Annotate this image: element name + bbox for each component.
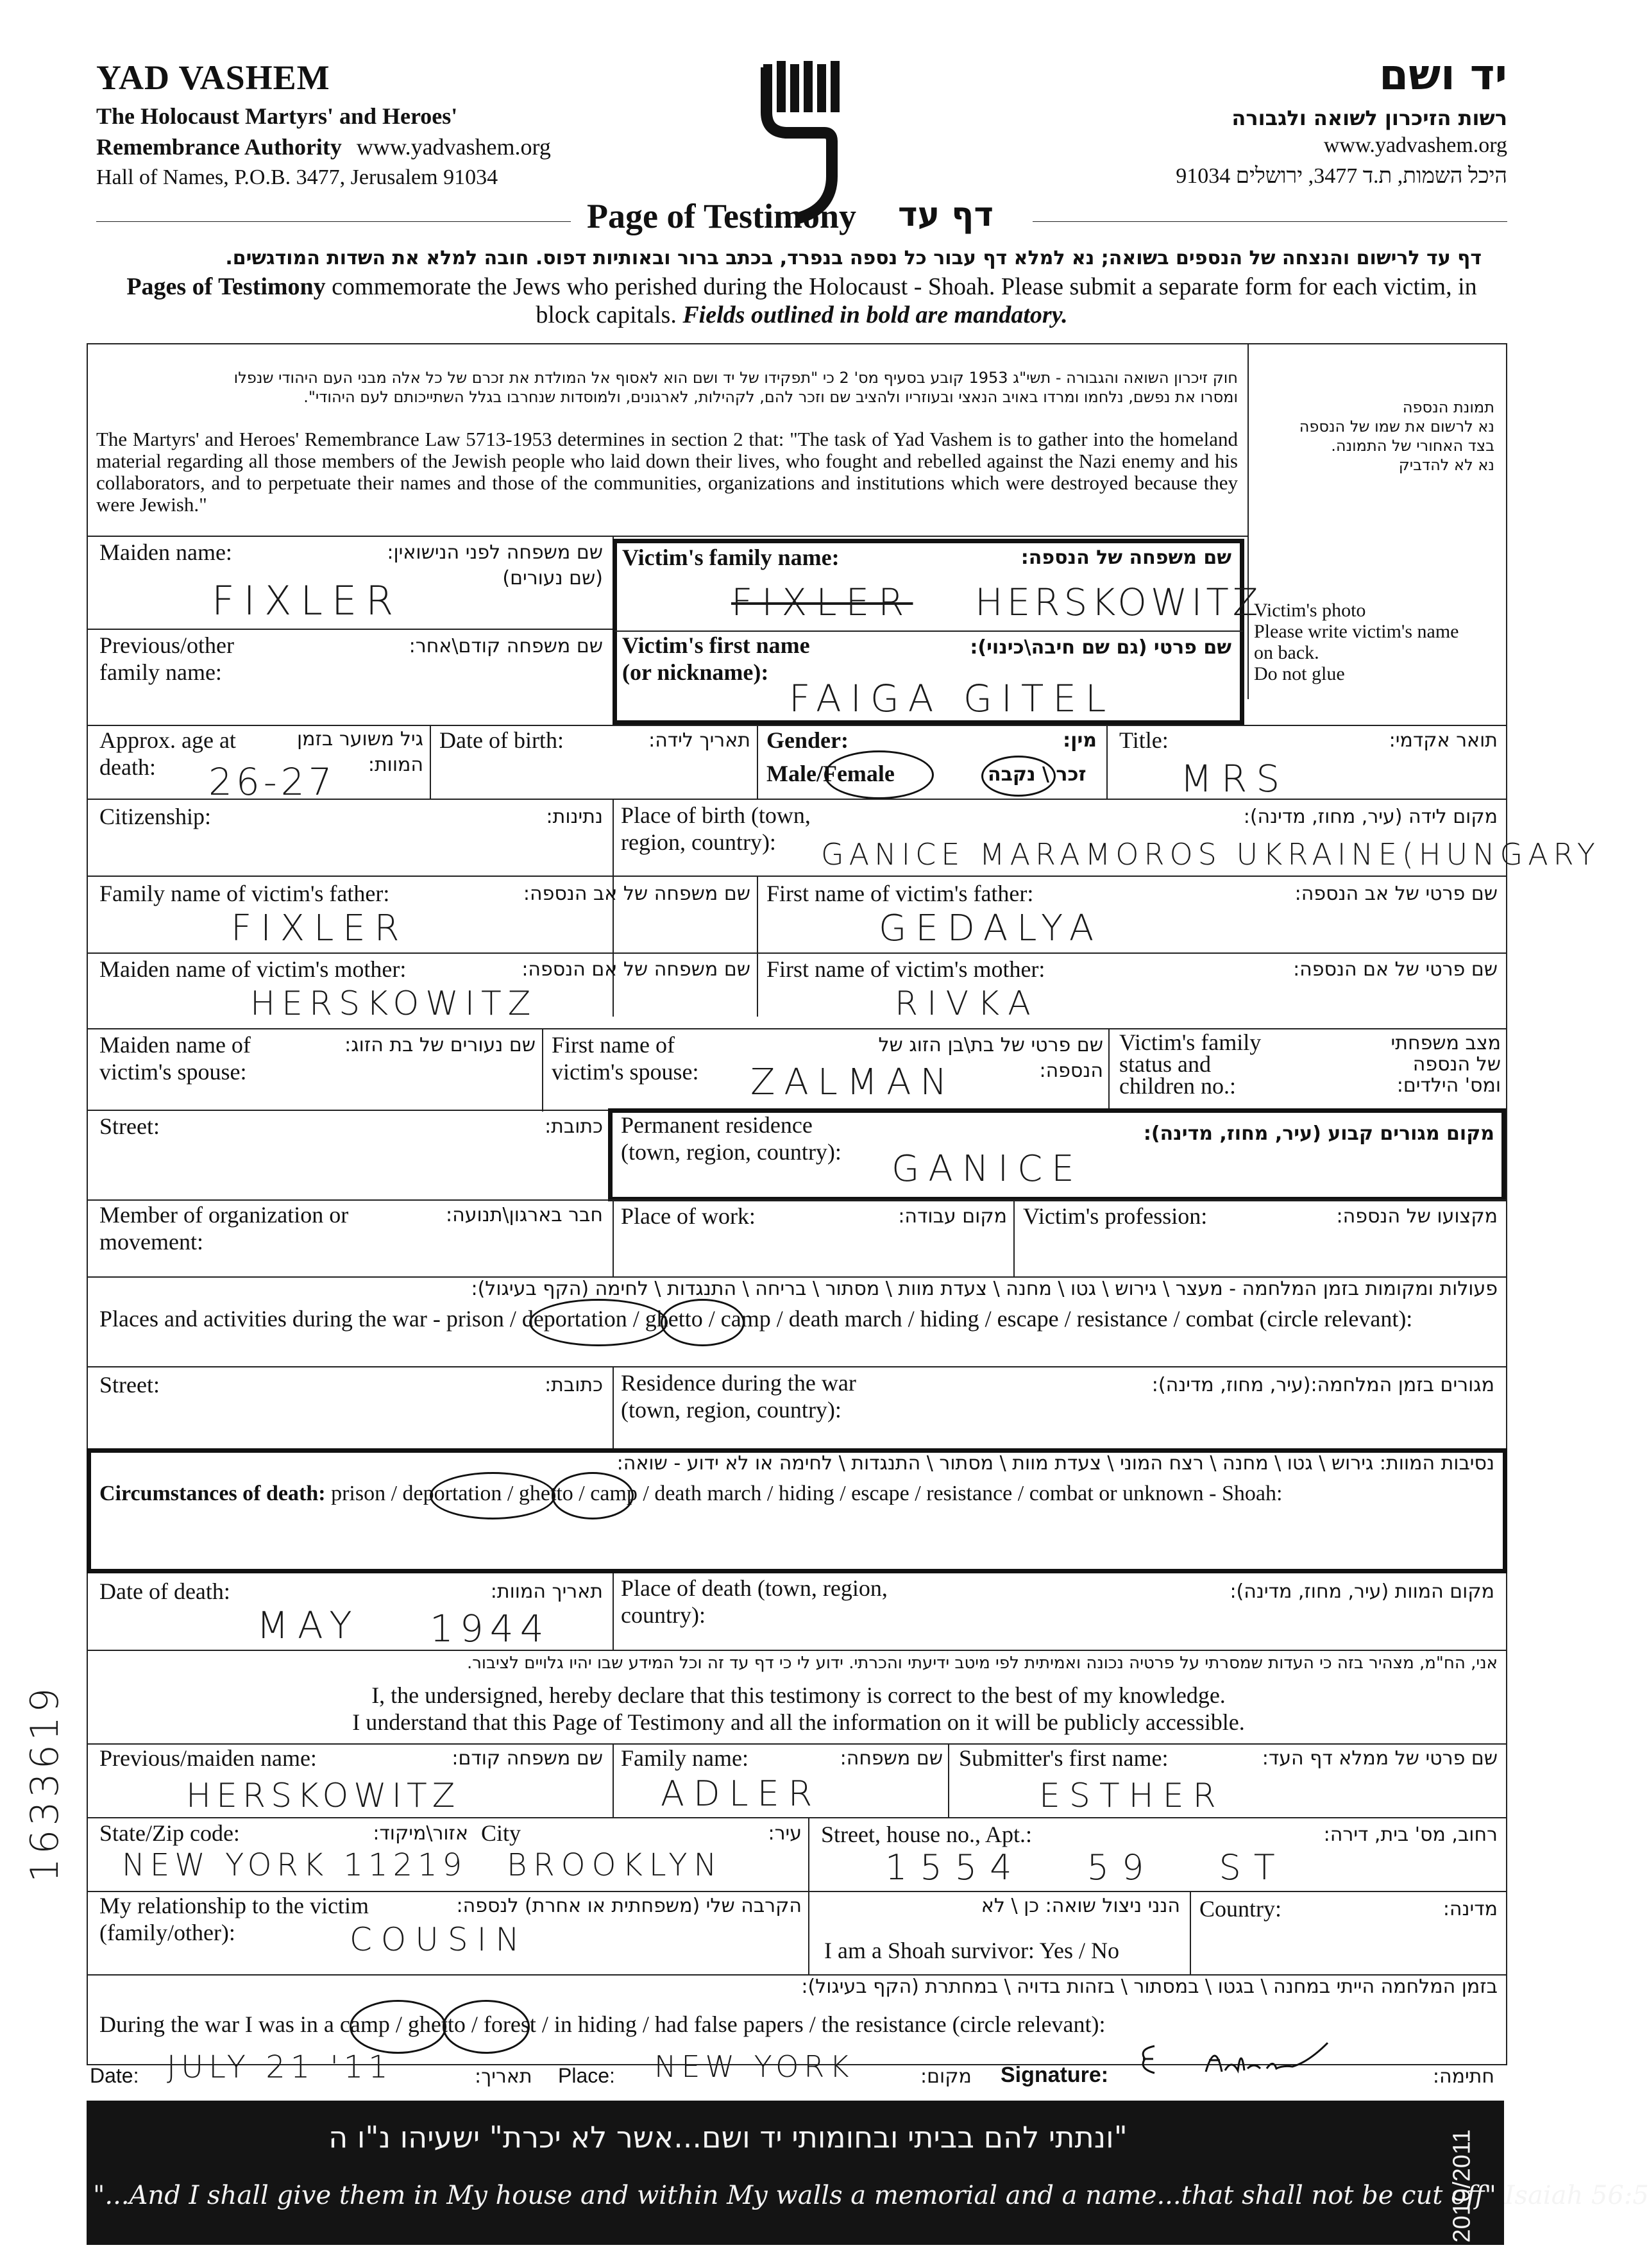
- mother-maiden-he: שם משפחה של אם הנספה:: [521, 958, 750, 981]
- title-value[interactable]: MRS: [1180, 757, 1289, 800]
- sub-country-he: מדינה:: [1442, 1898, 1498, 1920]
- mother-maiden-label: Maiden name of victim's mother:: [99, 956, 407, 982]
- rule-citizenship-row: [87, 799, 1507, 800]
- during-en: [99, 2011, 1105, 2038]
- title-rule-right: [1033, 221, 1507, 222]
- col-age-divider: [430, 725, 431, 799]
- victim-family-name-he: שם משפחה של הנספה:: [1020, 546, 1231, 569]
- father-first-label: First name of victim's father:: [766, 881, 1034, 906]
- death-place-label-1: Place of death (town, region,: [621, 1575, 888, 1601]
- org-label: [99, 1201, 348, 1255]
- org-label-1: Member of organization or: [99, 1202, 349, 1228]
- address-he: היכל השמות, ת.ד 3477, ירושלים 91034: [1176, 164, 1507, 188]
- age-label-2: death:: [99, 754, 156, 780]
- status-label-3: children no.:: [1119, 1073, 1236, 1099]
- mother-first-label: First name of victim's mother:: [766, 956, 1045, 982]
- footer-english: "...And I shall give them in My house and within My walls a memorial and a name...that shall not be cut off" Isaiah 56:5: [93, 2181, 1649, 2210]
- work-label: Place of work:: [621, 1203, 756, 1229]
- victim-first-label-1: Victim's first name: [622, 632, 810, 658]
- spouse-maiden-label: [99, 1031, 251, 1085]
- photo-en-2: Please write victim's name: [1254, 621, 1459, 642]
- status-he-3: ומס' הילדים:: [1396, 1074, 1501, 1097]
- age-he-1: גיל משוער בזמן: [297, 728, 423, 750]
- spouse-maiden-he: שם נעורים של בת הזוג:: [344, 1034, 536, 1056]
- intro-lead: Pages of Testimony: [126, 273, 326, 300]
- intro-english: [109, 273, 1494, 329]
- signature-image[interactable]: [1135, 2033, 1340, 2085]
- circumstances-en: [99, 1480, 1282, 1507]
- during-camp[interactable]: a camp: [323, 2011, 390, 2037]
- maiden-he-1: שם משפחה לפני הנישואין:: [387, 541, 603, 564]
- places-ghetto[interactable]: ghetto: [645, 1306, 703, 1332]
- sub-rel-label-2: (family/other):: [99, 1920, 235, 1945]
- status-label-1: Victim's family: [1119, 1029, 1262, 1055]
- father-first-value[interactable]: GEDALYA: [879, 908, 1103, 949]
- sub-country-label: Country:: [1199, 1896, 1282, 1922]
- during-en-1: During the war I was in: [99, 2011, 324, 2037]
- sub-first-he: שם פרטי של ממלא דף העד:: [1262, 1747, 1498, 1770]
- col-work-divider: [1013, 1199, 1015, 1276]
- victim-family-struck: FIXLER: [731, 580, 913, 624]
- website-en: www.yadvashem.org: [356, 134, 551, 160]
- age-he-2: המוות:: [368, 754, 423, 776]
- declaration-en-2: I understand that this Page of Testimony and all the information on it will be publicly accessible.: [352, 1709, 1245, 1735]
- photo-en-4: Do not glue: [1254, 663, 1345, 684]
- final-signature-label: Signature:: [1001, 2063, 1109, 2087]
- during-en-2: / forest / in hiding / had false papers / the resistance (circle relevant):: [465, 2011, 1106, 2037]
- residence-he: מקום מגורים קבוע (עיר, מחוז, מדינה):: [1143, 1122, 1494, 1145]
- declaration-en-1: I, the undersigned, hereby declare that this testimony is correct to the best of my knowledge.: [371, 1682, 1226, 1708]
- victim-first-label-2: (or nickname):: [622, 659, 769, 685]
- sub-prev-value[interactable]: HERSKOWITZ: [186, 1777, 461, 1815]
- prev-name-he: שם משפחה קודם\אחר:: [409, 635, 603, 657]
- gender-he-circle: [981, 756, 1056, 797]
- col-spouse-divider-1: [542, 1028, 543, 1112]
- sub-city-label: City: [481, 1820, 521, 1846]
- rule-org-row: [87, 1199, 1507, 1201]
- mother-maiden-value[interactable]: HERSKOWITZ: [250, 985, 537, 1023]
- gender-options[interactable]: Male/Female: [766, 761, 895, 786]
- prev-name-label: [99, 632, 234, 686]
- age-value[interactable]: 26-27: [208, 760, 336, 804]
- sub-zip-value[interactable]: NEW YORK 11219: [122, 1847, 468, 1883]
- during-ghetto-circle: [443, 2000, 530, 2054]
- death-place-he: מקום המוות (עיר, מחוז, מדינה):: [1230, 1580, 1494, 1603]
- places-deportation-circle: [529, 1299, 668, 1346]
- margin-number: 1633619: [22, 1684, 67, 1883]
- sub-first-value[interactable]: ESTHER: [1039, 1777, 1225, 1815]
- rule-declaration: [87, 1650, 1507, 1651]
- status-he-1: מצב משפחתי: [1391, 1032, 1501, 1054]
- photo-en-3: on back.: [1254, 642, 1319, 663]
- sub-zip-label: State/Zip code:: [99, 1820, 240, 1846]
- gender-label: Gender:: [766, 727, 849, 753]
- status-label-2: status and: [1119, 1051, 1211, 1077]
- street-he: כתובת:: [545, 1115, 603, 1138]
- sub-rel-label: [99, 1892, 369, 1946]
- sub-prev-he: שם משפחה קודם:: [452, 1747, 603, 1770]
- death-date-label: Date of death:: [99, 1578, 230, 1604]
- gender-he: מין:: [1063, 729, 1097, 752]
- places-ghetto-circle: [661, 1299, 745, 1346]
- father-first-he: שם פרטי של אב הנספה:: [1294, 883, 1498, 905]
- col-death-divider: [613, 1573, 614, 1650]
- citizenship-label: Citizenship:: [99, 804, 211, 829]
- work-he: מקום עבודה:: [898, 1205, 1007, 1228]
- rule-spouse-row: [87, 1028, 1507, 1029]
- org-sub1-en: The Holocaust Martyrs' and Heroes': [96, 103, 458, 129]
- col-sub-1: [613, 1743, 614, 1817]
- profession-he: מקצועו של הנספה:: [1336, 1205, 1498, 1228]
- sub-city-value[interactable]: BROOKLYN: [507, 1847, 723, 1883]
- photo-he-3: בצד האחורי של התמונה.: [1331, 437, 1494, 455]
- father-family-he: שם משפחה של אב הנספה:: [523, 883, 750, 905]
- survivor-en[interactable]: I am a Shoah survivor: Yes / No: [824, 1938, 1119, 1963]
- sub-rel-value[interactable]: COUSIN: [350, 1921, 529, 1958]
- final-date-label: Date:: [90, 2064, 139, 2087]
- org-name-en: YAD VASHEM: [96, 58, 330, 97]
- org-name-he: יד ושם: [1379, 50, 1507, 99]
- spouse-first-label-1: First name of: [552, 1032, 675, 1058]
- circ-deportation-circle: [430, 1472, 555, 1519]
- rule-after-law: [87, 536, 1247, 537]
- pob-label-2: region, country):: [621, 829, 776, 855]
- survivor-he: הנני ניצול שואה: כן \ לא: [981, 1895, 1180, 1917]
- places-en-1: Places and activities during the war - prison /: [99, 1306, 522, 1332]
- spouse-first-label-2: victim's spouse:: [552, 1059, 699, 1085]
- address-en: Hall of Names, P.O.B. 3477, Jerusalem 91034: [96, 165, 498, 189]
- spouse-first-he-1: שם פרטי של בת\בן הזוג של: [878, 1034, 1103, 1056]
- residence-label-2: (town, region, country):: [621, 1139, 841, 1165]
- final-place-label: Place:: [558, 2064, 615, 2087]
- mother-first-he: שם פרטי של אם הנספה:: [1293, 958, 1498, 981]
- law-hebrew-1: חוק זיכרון השואה והגבורה - תשי"ג 1953 קובע בסעיף מס' 2 כי "תפקידו של יד ושם הוא לאסוף אל המולדת את זכרם של כל אלה מבני העם היהודי שנפלו: [233, 369, 1238, 387]
- spouse-maiden-label-2: victim's spouse:: [99, 1059, 247, 1085]
- circ-ghetto[interactable]: ghetto: [518, 1482, 573, 1505]
- final-signature-he: חתימה:: [1432, 2065, 1494, 2088]
- maiden-he-2: (שם נעורים): [502, 567, 603, 589]
- victim-family-name-label: Victim's family name:: [622, 545, 840, 570]
- places-deportation[interactable]: deportation: [521, 1306, 627, 1332]
- law-english: The Martyrs' and Heroes' Remembrance Law 5713-1953 determines in section 2 that: "The task of Yad Vashem is to gather into the homeland material regarding all those members of the Jewish people who laid down their lives, who fought and rebelled against the Nazi enemy and his collaborators, and to perpetuate their names and those of the communities, organizations and institutions which were destroyed because they were Jewish.": [96, 428, 1238, 516]
- final-date-value[interactable]: JULY 21 '11: [167, 2049, 393, 2085]
- sub-first-label: Submitter's first name:: [959, 1745, 1169, 1771]
- photo-he-2: נא לרשום את שמו של הנספה: [1299, 418, 1494, 436]
- rule-father-row: [87, 876, 1507, 877]
- footer-hebrew: "ונתתי להם בביתי ובחומותי יד ושם...אשר לא יכרת" ישעיהו נ"ו ה: [328, 2120, 1128, 2154]
- circ-en-1: prison /: [325, 1482, 403, 1505]
- law-hebrew-2: ומסרו את נפשם, נלחמו ומרדו באויב הנאצי ובעוזריו ולהציב שם וזכר להם, לקהילות, לארגונים, ולמוסדות שנחרבו בגלל השתייכותם לעם היהודי".: [303, 388, 1238, 406]
- death-date-he: תאריך המוות:: [490, 1580, 603, 1603]
- status-he: [1334, 1033, 1501, 1096]
- col-org-divider: [613, 1199, 614, 1276]
- intro-mandatory: Fields outlined in bold are mandatory.: [682, 301, 1068, 328]
- intro-hebrew: דף עד לרישום והנצחה של הנספים בשואה; נא למלא דף עבור כל נספה בנפרד, בכתב ברור ובאותיות דפוס. חובה למלא את השדות המודגשים.: [225, 247, 1482, 269]
- death-place-label-2: country):: [621, 1602, 706, 1628]
- war-residence-label-1: Residence during the war: [621, 1370, 856, 1396]
- places-en-2: / camp / death march / hiding / escape / resistance / combat (circle relevant):: [702, 1306, 1413, 1332]
- pob-value[interactable]: GANICE MARAMOROS UKRAINE(HUNGARY: [821, 837, 1600, 872]
- form-title-he: דף עד: [898, 196, 994, 234]
- title-label: Title:: [1119, 727, 1169, 753]
- dob-label: Date of birth:: [439, 727, 564, 753]
- final-date-he: תאריך:: [475, 2065, 532, 2088]
- col-sub-3: [808, 1817, 809, 1974]
- photo-he-4: נא לא להדביק: [1398, 456, 1494, 474]
- profession-label: Victim's profession:: [1023, 1203, 1208, 1229]
- during-sep: /: [389, 2011, 408, 2037]
- victim-first-name-value[interactable]: FAIGA GITEL: [789, 677, 1115, 720]
- maiden-name-label: Maiden name:: [99, 539, 232, 565]
- photo-instructions-en: [1254, 600, 1459, 684]
- father-family-label: Family name of victim's father:: [99, 881, 390, 906]
- residence-label: [621, 1112, 841, 1165]
- circ-sep: /: [502, 1482, 519, 1505]
- circ-ghetto-circle: [552, 1472, 634, 1519]
- maiden-name-value[interactable]: FIXLER: [212, 577, 403, 624]
- col-sub-4: [1190, 1891, 1191, 1974]
- residence-value[interactable]: GANICE: [892, 1148, 1083, 1190]
- final-place-he: מקום:: [920, 2065, 972, 2088]
- pob-label: [621, 802, 811, 856]
- photo-he-1: תמונת הנספה: [1402, 398, 1494, 416]
- pob-he: מקום לידה (עיר, מחוז, מדינה):: [1243, 806, 1498, 828]
- rule-war-residence-row: [87, 1366, 1507, 1367]
- col-citizenship-divider: [613, 799, 614, 1017]
- residence-label-1: Permanent residence: [621, 1112, 813, 1138]
- col-father-divider: [757, 876, 758, 1017]
- spouse-first-he-2: הנספה:: [1039, 1060, 1103, 1082]
- sub-street-value[interactable]: 1554 59 ST: [885, 1847, 1288, 1888]
- victim-family-name-value[interactable]: HERSKOWITZ: [975, 580, 1262, 624]
- footer-banner: [87, 2101, 1649, 2245]
- citizenship-he: נתינות:: [546, 806, 603, 828]
- sub-zip-he: אזור\מיקוד:: [373, 1822, 468, 1845]
- website-he: www.yadvashem.org: [1323, 133, 1507, 157]
- form-title-en: Page of Testimony: [587, 197, 857, 235]
- death-place-label: [621, 1575, 888, 1629]
- rule-submitter-2: [87, 1817, 1507, 1818]
- gender-female-circle: [824, 750, 934, 799]
- war-street-label: Street:: [99, 1372, 160, 1398]
- spouse-first-value[interactable]: ZALMAN: [750, 1062, 956, 1103]
- sub-rel-he: הקרבה שלי (משפחתית או אחרת) לנספה:: [456, 1895, 802, 1917]
- declaration-he: אני, הח"מ, מצהיר בזה כי העדות שמסרתי על פרטיה נכונה ואמיתית לפי מיטב ידיעתי והכרתי. ידוע לי כי דף עד זה וכל המידע שבו יהיו גלויים לציבור.: [466, 1654, 1498, 1673]
- spouse-maiden-label-1: Maiden name of: [99, 1032, 251, 1058]
- status-label: [1119, 1031, 1261, 1097]
- father-family-value[interactable]: FIXLER: [231, 908, 409, 949]
- col-war-residence-divider: [613, 1366, 614, 1450]
- war-residence-label-2: (town, region, country):: [621, 1397, 841, 1423]
- rule-prev-name: [87, 629, 613, 630]
- org-sub2-en: [96, 133, 551, 160]
- mother-first-value[interactable]: RIVKA: [895, 985, 1040, 1023]
- final-place-value[interactable]: NEW YORK: [654, 2049, 854, 2084]
- intro-rest: commemorate the Jews who perished during the Holocaust - Shoah. Please submit a separate form for each victim, in block capitals.: [325, 273, 1477, 328]
- during-ghetto[interactable]: ghetto: [407, 2011, 466, 2037]
- prev-name-label-2: family name:: [99, 659, 222, 685]
- circumstances-he: נסיבות המוות: גירוש \ גטו \ מחנה \ רצח המוני \ צעדת מוות \ מסתור \ התנגדות \ לחימה או לא ידוע - שואה:: [616, 1452, 1494, 1475]
- death-month-value[interactable]: MAY: [257, 1604, 361, 1647]
- during-camp-circle: [350, 2000, 446, 2054]
- photo-column-divider: [1247, 343, 1249, 699]
- sub-family-label: Family name:: [621, 1745, 748, 1771]
- during-he: בזמן המלחמה הייתי במחנה \ בגטו \ במסתור \ בזהות בדויה \ במחתרת (הקף בעיגול):: [801, 1976, 1498, 1998]
- sub-family-value[interactable]: ADLER: [661, 1773, 822, 1814]
- sub-prev-label: Previous/maiden name:: [99, 1745, 317, 1771]
- rule-mother-row: [87, 952, 1507, 954]
- war-residence-label: [621, 1369, 856, 1423]
- prev-name-label-1: Previous/other: [99, 632, 234, 658]
- sub-street-he: רחוב, מס' בית, דירה:: [1323, 1824, 1498, 1846]
- circ-en-2: / camp / death march / hiding / escape / resistance / combat or unknown - Shoah:: [573, 1482, 1283, 1505]
- victim-first-name-label: [622, 632, 810, 686]
- title-he: תואר אקדמי:: [1389, 729, 1498, 752]
- photo-en-1: Victim's photo: [1254, 600, 1366, 621]
- pob-label-1: Place of birth (town,: [621, 802, 811, 828]
- org-sub2-text: Remembrance Authority: [96, 134, 342, 160]
- col-sub-2: [948, 1743, 949, 1817]
- sub-city-he: עיר:: [768, 1822, 802, 1845]
- spouse-first-label: [552, 1031, 698, 1085]
- death-year-value[interactable]: 1944: [430, 1607, 550, 1650]
- dob-he: תאריך לידה:: [648, 729, 750, 752]
- org-label-2: movement:: [99, 1229, 203, 1255]
- gender-he-options[interactable]: זכר \ נקבה: [988, 763, 1087, 786]
- places-sep: /: [627, 1306, 645, 1332]
- sub-family-he: שם משפחה:: [840, 1747, 943, 1770]
- footer-year: 2010/2011: [1448, 2129, 1476, 2243]
- age-label-1: Approx. age at: [99, 727, 236, 753]
- victim-first-name-he: שם פרטי (גם שם חיבה\כינוי):: [970, 636, 1231, 659]
- street-label: Street:: [99, 1113, 160, 1139]
- sub-rel-label-1: My relationship to the victim: [99, 1893, 369, 1918]
- status-he-2: של הנספה: [1412, 1053, 1501, 1076]
- title-rule-left: [96, 221, 571, 222]
- war-residence-he: מגורים בזמן המלחמה:(עיר, מחוז, מדינה):: [1151, 1374, 1494, 1396]
- places-en: [99, 1305, 1412, 1332]
- sub-street-label: Street, house no., Apt.:: [821, 1822, 1032, 1847]
- war-street-he: כתובת:: [545, 1374, 603, 1396]
- org-he: חבר בארגון\תנועה:: [446, 1204, 603, 1226]
- col-spouse-divider-2: [1108, 1028, 1110, 1112]
- circ-deportation[interactable]: deportation: [402, 1482, 502, 1505]
- org-sub-he: רשות הזיכרון לשואה ולגבורה: [1231, 106, 1507, 130]
- photo-instructions-he: [1299, 398, 1494, 475]
- places-he: פעולות ומקומות בזמן המלחמה - מעצר \ גירוש \ גטו \ מחנה \ צעדת מוות \ מסתור \ בריחה \ התנגדות \ לחימה (הקף בעיגול):: [471, 1278, 1498, 1300]
- circumstances-label: Circumstances of death:: [99, 1482, 326, 1505]
